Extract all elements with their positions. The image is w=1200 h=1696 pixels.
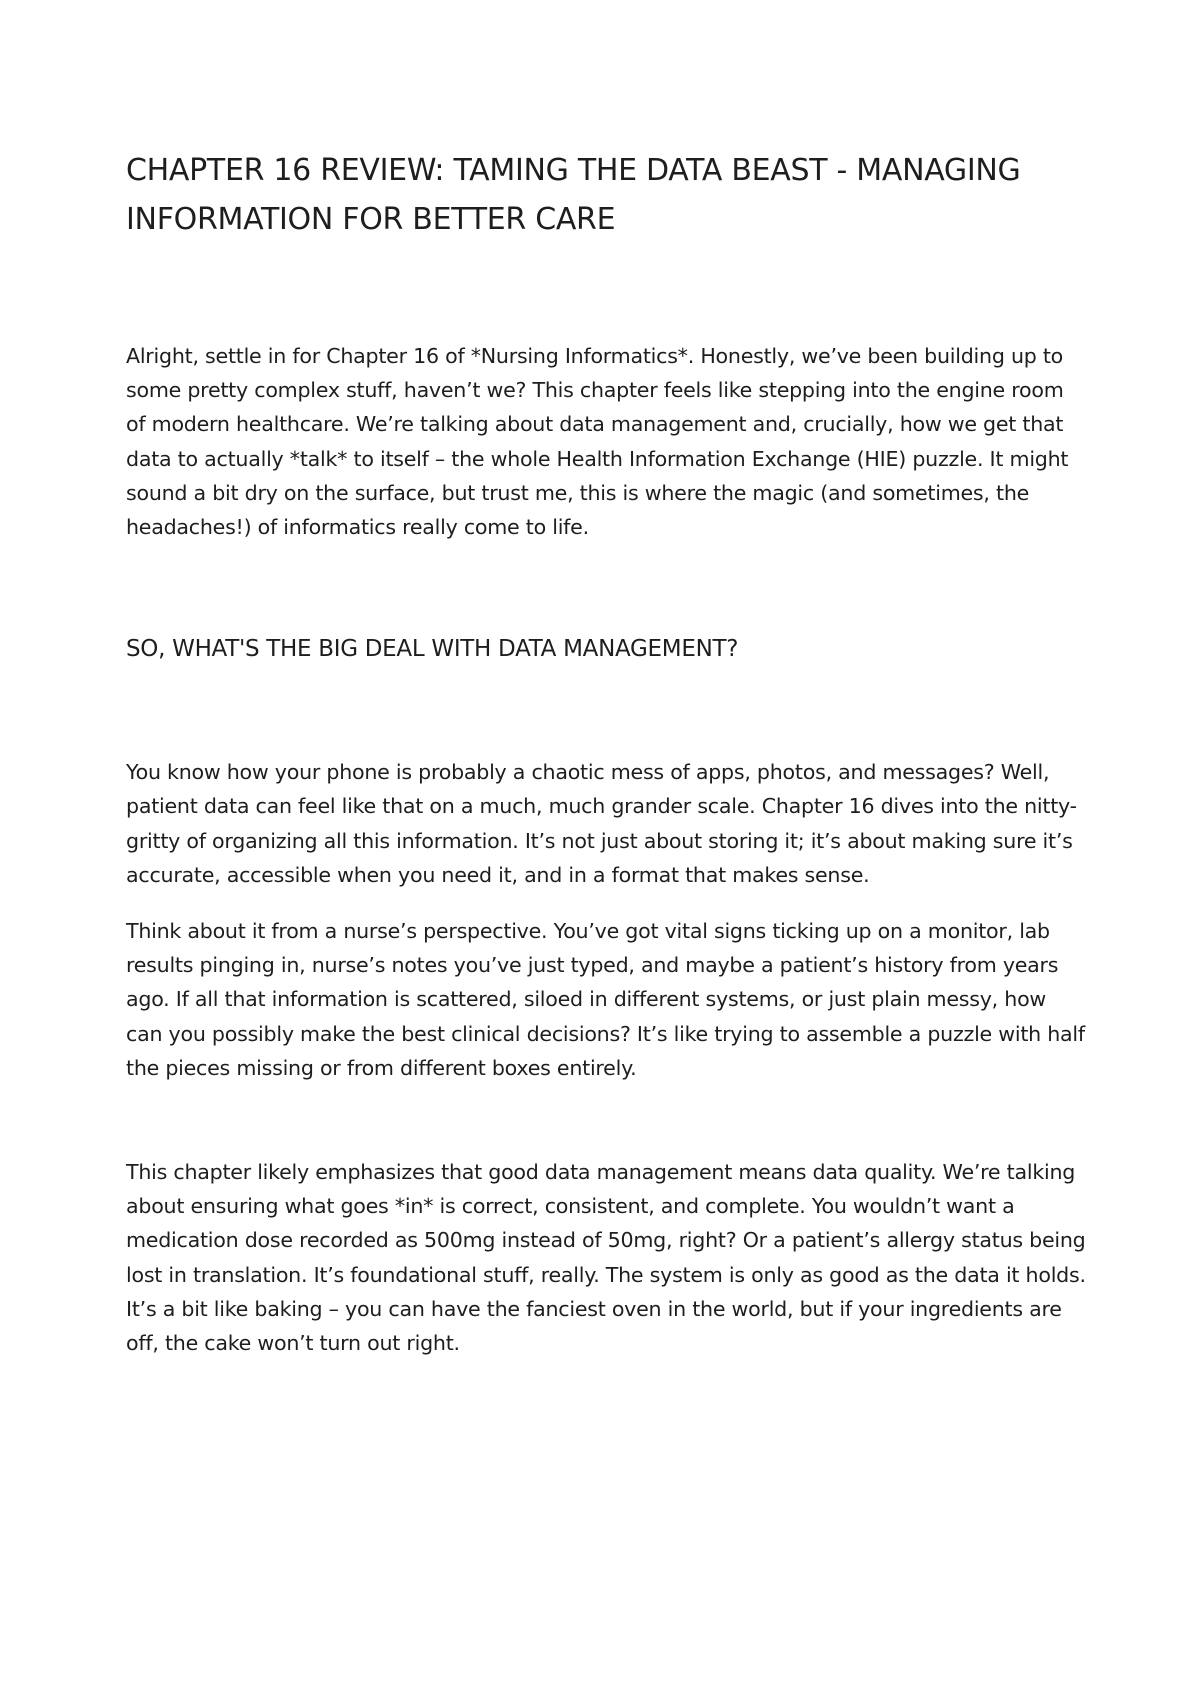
page-title: CHAPTER 16 REVIEW: TAMING THE DATA BEAST - MANAGING INFORMATION FOR BETTER CARE (126, 153, 1021, 237)
intro-paragraph: Alright, settle in for Chapter 16 of *Nursing Informatics*. Honestly, we’ve been building up to some pretty complex stuff, haven’t we? This chapter feels like stepping into the engine room of modern healthcare. We’re talking about data management and, crucially, how we get that data to actually *talk* to itself – the whole Health Information Exchange (HIE) puzzle. It might sound a bit dry on the surface, but trust me, this is where the magic (and sometimes, the headaches!) of informatics really come to life. (126, 344, 1069, 540)
document-body (126, 146, 1086, 1360)
body-paragraph-1: You know how your phone is probably a chaotic mess of apps, photos, and messages? Well, patient data can feel like that on a much, much grander scale. Chapter 16 dives into the nitty-gritty of organizing all this information. It’s not just about storing it; it’s about making sure it’s accurate, accessible when you need it, and in a format that makes sense. (126, 760, 1077, 887)
body-paragraph-2: Think about it from a nurse’s perspective. You’ve got vital signs ticking up on a monitor, lab results pinging in, nurse’s notes you’ve just typed, and maybe a patient’s history from years ago. If all that information is scattered, siloed in different systems, or just plain messy, how can you possibly make the best clinical decisions? It’s like trying to assemble a puzzle with half the pieces missing or from different boxes entirely. (126, 919, 1085, 1080)
section-heading: SO, WHAT'S THE BIG DEAL WITH DATA MANAGEMENT? (126, 636, 739, 663)
body-paragraph-3: This chapter likely emphasizes that good data management means data quality. We’re talking about ensuring what goes *in* is correct, consistent, and complete. You wouldn’t want a medication dose recorded as 500mg instead of 50mg, right? Or a patient’s allergy status being lost in translation. It’s foundational stuff, really. The system is only as good as the data it holds. It’s a bit like baking – you can have the fanciest oven in the world, but if your ingredients are off, the cake won’t turn out right. (126, 1160, 1086, 1356)
